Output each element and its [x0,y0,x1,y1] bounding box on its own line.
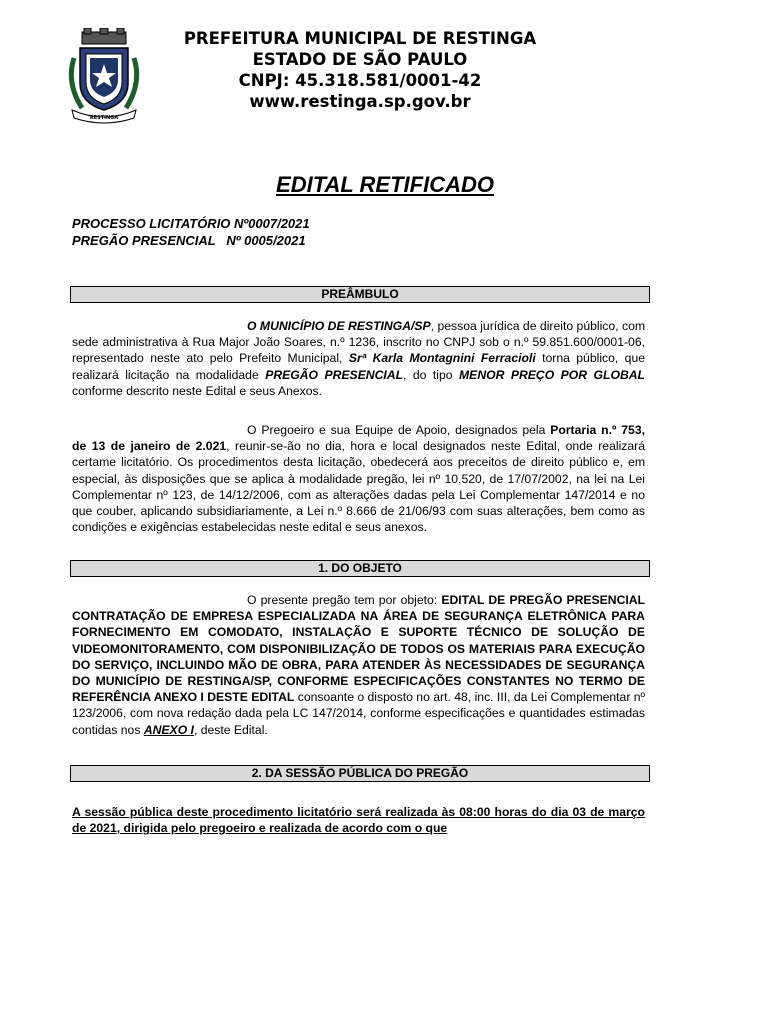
website: www.restinga.sp.gov.br [249,92,471,111]
section-header-preambulo: PREÂMBULO [70,286,650,303]
state-name: ESTADO DE SÃO PAULO [252,50,468,69]
municipality-name: PREFEITURA MUNICIPAL DE RESTINGA [183,29,537,48]
process-number: PROCESSO LICITATÓRIO Nº0007/2021 [72,216,310,231]
document-title: EDITAL RETIFICADO [276,172,494,197]
letterhead-text [130,28,590,112]
cnpj: CNPJ: 45.318.581/0001-42 [238,71,482,90]
section-header-sessao: 2. DA SESSÃO PÚBLICA DO PREGÃO [70,765,650,782]
process-info [72,215,310,249]
paragraph-preambulo: O MUNICÍPIO DE RESTINGA/SP, pessoa jurídica de direito público, com sede administrativa à Rua Major João Soares, n.º 1236, inscrito no CNPJ sob o n.º 59.851.600/0001-06, representado neste ato pelo Prefeito Municipal, Srª Karla Montagnini Ferracioli torna público, que realizará licitação na modalidade PREGÃO PRESENCIAL, do tipo MENOR PREÇO POR GLOBAL conforme descrito neste Edital e seus Anexos. [72,319,646,398]
paragraph-objeto: O presente pregão tem por objeto: EDITAL DE PREGÃO PRESENCIAL CONTRATAÇÃO DE EMPRESA ESPECIALIZADA NA ÁREA DE SEGURANÇA ELETRÔNICA PARA FORNECIMENTO EM COMODATO, INSTALAÇÃO E SUPORTE TÉCNICO DE SOLUÇÃO DE VIDEOMONITORAMENTO, COM DISPONIBILIZAÇÃO DE TODOS OS MATERIAIS PARA EXECUÇÃO DO SERVIÇO, INCLUINDO MÃO DE OBRA, PARA ATENDER ÀS NECESSIDADES DE SEGURANÇA DO MUNICÍPIO DE RESTINGA/SP, CONFORME ESPECIFICAÇÕES CONSTANTES NO TERMO DE REFERÊNCIA ANEXO I DESTE EDITAL consoante o disposto no art. 48, inc. III, da Lei Complementar nº 123/2006, com nova redação dada pela LC 147/2014, conforme especificações e quantidades estimadas contidas nos ANEXO I, deste Edital. [72,593,646,737]
section-header-objeto: 1. DO OBJETO [70,560,650,577]
svg-text:RESTINGA: RESTINGA [89,115,119,121]
pregao-number: PREGÃO PRESENCIAL Nº 0005/2021 [72,233,306,248]
paragraph-sessao: A sessão pública deste procedimento licitatório será realizada às 08:00 horas do dia 03 de março de 2021, dirigida pelo pregoeiro e realizada de acordo com o que [72,805,645,836]
paragraph-pregoeiro: O Pregoeiro e sua Equipe de Apoio, designados pela Portaria n.º 753, de 13 de janeiro de 2.021, reunir-se-ão no dia, hora e local designados neste Edital, onde realizará certame licitatório. Os procedimentos desta licitação, obedecerá aos preceitos de direito público e, em especial, às disposições que se aplica à modalidade pregão, lei nº 10.520, de 17/07/2002, na lei na Lei Complementar nº 123, de 14/12/2006, com as alterações dadas pela Lei Complementar 147/2014 e no que couber, aplicando subsidiariamente, a Lei n.º 8.666 de 21/06/93 com suas alterações, bem como as condições e exigências estabelecidas neste edital e seus anexos. [72,423,645,535]
